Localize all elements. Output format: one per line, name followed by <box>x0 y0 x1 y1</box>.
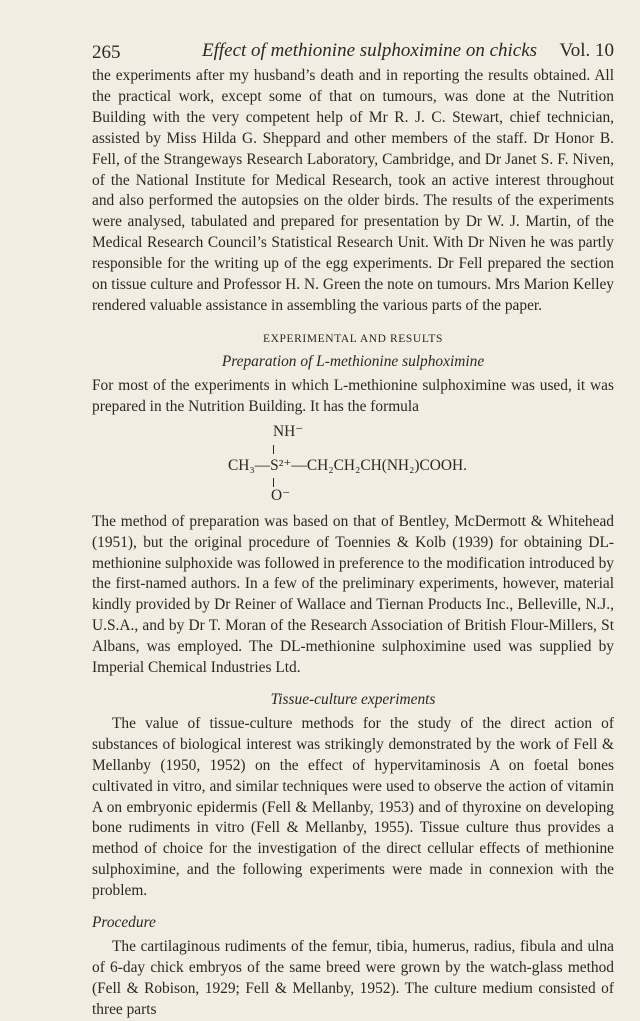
tissue-culture-paragraph: The value of tissue-culture methods for the study of the direct action of substances of biological interest was strikingly demonstrated by the work of Fell & Mellanby (1950, 1952) on the effect of hypervitaminosis A on foetal bones cultivated in vitro, and similar techniques were used to observe the action of vitamin A on embryonic epidermis (Fell & Mellanby, 1953) and of thyroxine on developing bone rudiments in vitro (Fell & Mellanby, 1955). Tissue culture thus provides a method of choice for the investigation of the direct cellular effects of methionine sulphoximine, and the following experiments were made in connexion with the problem. <box>92 714 614 900</box>
running-title: Effect of methionine sulphoximine on chicks <box>202 40 538 61</box>
tissue-culture-heading: Tissue-culture experiments <box>270 690 436 708</box>
chemical-formula <box>92 418 614 508</box>
preparation-heading: Preparation of L-methionine sulphoximine <box>221 352 485 370</box>
procedure-heading: Procedure <box>92 914 156 932</box>
formula-bottom: O⁻ <box>271 486 291 504</box>
section-heading: EXPERIMENTAL AND RESULTS <box>262 332 444 345</box>
preparation-paragraph-2: The method of preparation was based on that of Bentley, McDermott & Whitehead (1951), but the original procedure of Toennies & Kolb (1939) for obtaining DL-methionine sulphoxide was followed in preference to the modification introduced by the first-named authors. In a few of the preliminary experiments, however, material kindly provided by Dr Reiner of Wallace and Tiernan Products Inc., Belleville, N.J., U.S.A., and by Dr T. Moran of the Research Association of British Flour-Millers, St Albans, was employed. The DL-methionine sulphoximine used was supplied by Imperial Chemical Industries Ltd. <box>92 512 614 677</box>
journal-page <box>92 38 614 1021</box>
preparation-paragraph-1: For most of the experiments in which L-methionine sulphoximine was used, it was prepared in the Nutrition Building. It has the formula <box>92 376 614 415</box>
formula-bond-top <box>273 445 274 454</box>
formula-top: NH⁻ <box>273 422 304 440</box>
intro-paragraph: the experiments after my husband’s death and in reporting the results obtained. All the practical work, except some of that on tumours, was done at the Nutrition Building with the very competent help of Mr R. J. C. Stewart, chief technician, assisted by Miss Hilda G. Sheppard and other members of the staff. Dr Honor B. Fell, of the Strangeways Research Laboratory, Cambridge, and Dr Janet S. F. Niven, of the National Institute for Medical Research, took an active interest throughout and also performed the autopsies on the older birds. The results of the experiments were analysed, tabulated and prepared for presentation by Dr W. J. Martin, of the Medical Research Council’s Statistical Research Unit. With Dr Niven he was partly responsible for the writing up of the egg experiments. Dr Fell prepared the section on tissue culture and Professor H. N. Green the note on tumours. Mrs Marion Kelley rendered valuable assistance in assembling the various parts of the paper. <box>92 67 614 314</box>
volume-label: Vol. 10 <box>559 40 614 61</box>
running-header <box>92 38 614 66</box>
page-number: 265 <box>92 42 121 63</box>
formula-main: CH₃—S²⁺—CH₂CH₂CH(NH₂)COOH. <box>228 456 467 474</box>
procedure-paragraph: The cartilaginous rudiments of the femur, tibia, humerus, radius, fibula and ulna of 6-day chick embryos of the same breed were grown by the watch-glass method (Fell & Robison, 1929; Fell & Mellanby, 1952). The culture medium consisted of three parts <box>92 938 614 1018</box>
